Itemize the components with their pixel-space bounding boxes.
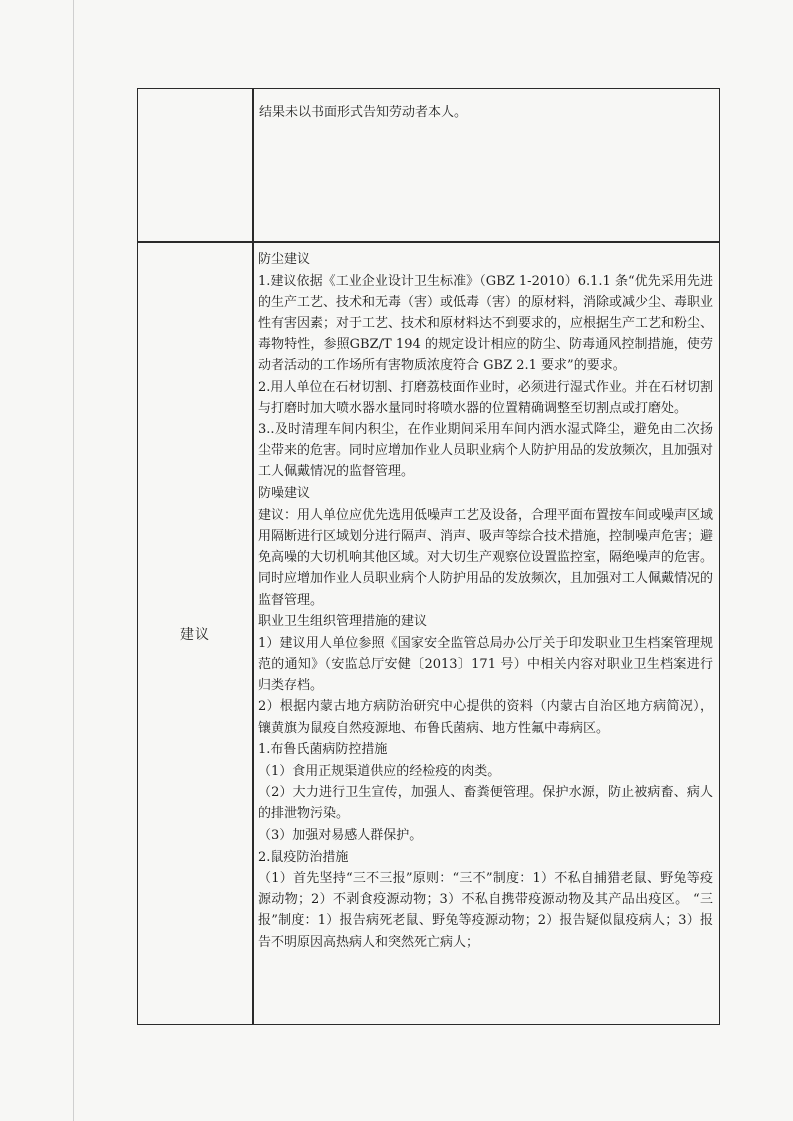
advice-label-cell <box>138 243 252 1024</box>
noise-advice-heading: 防噪建议 <box>258 486 311 502</box>
advice-label: 建议 <box>180 626 210 643</box>
result-notice-cell <box>259 103 709 122</box>
management-advice-item-2: 2）根据内蒙古地方病防治研究中心提供的资料（内蒙古自治区地方病简况），镶黄旗为鼠疫自然疫源地、布鲁氏菌病、地方性氟中毒病区。 <box>258 699 713 736</box>
plague-item-1: （1）首先坚持“三不三报”原则：“三不”制度：1）不私自捕猎老鼠、野兔等疫源动物；2）不剥食疫源动物；3）不私自携带疫源动物及其产品出疫区。 “三报”制度：1）报告病死老鼠、野兔等疫源动物；2）报告疑似鼠疫病人；3）报告不明原因高热病人和突然死亡病人； <box>258 871 713 950</box>
dust-advice-heading: 防尘建议 <box>258 252 311 267</box>
brucellosis-item-3: （3）加强对易感人群保护。 <box>258 828 423 844</box>
result-notice-text: 结果未以书面形式告知劳动者本人。 <box>259 105 468 120</box>
plague-heading: 2.鼠疫防治措施 <box>258 849 349 865</box>
dust-advice-item-2: 2.用人单位在石材切割、打磨荔枝面作业时，必须进行湿式作业。并在石材切割与打磨时加大喷水器水量同时将喷水器的位置精确调整至切割点或打磨处。 <box>258 379 713 416</box>
dust-advice-item-1: 1.建议依据《工业企业设计卫生标准》（GBZ 1-2010）6.1.1 条“优先采用先进的生产工艺、技术和无毒（害）或低毒（害）的原材料，消除或减少尘、毒职业性有害因素；对于工艺、技术和原材料达不到要求的，应根据生产工艺和粉尘、毒物特性，参照GBZ/T 194 的规定设计相应的防尘、防毒通风控制措施，使劳动者活动的工作场所有害物质浓度符合 GBZ 2.1 要求”的要求。 <box>258 273 714 373</box>
noise-advice-protection: 同时应增加作业人员职业病个人防护用品的发放频次，且加强对工人佩戴情况的监督管理。 <box>258 571 714 608</box>
advice-content-cell <box>258 249 713 953</box>
form-table <box>137 88 720 1025</box>
brucellosis-heading: 1.布鲁氏菌病防控措施 <box>258 742 388 758</box>
brucellosis-item-2: （2）大力进行卫生宣传，加强人、畜粪便管理。保护水源，防止被病畜、病人的排泄物污染。 <box>258 785 713 822</box>
noise-advice-text: 建议：用人单位应优先选用低噪声工艺及设备，合理平面布置按车间或噪声区域用隔断进行区域划分进行隔声、消声、吸声等综合技术措施，控制噪声危害；避免高噪的大切机响其他区域。对大切生产观察位设置监控室，隔绝噪声的危害。 <box>258 507 714 565</box>
brucellosis-item-1: （1）食用正规渠道供应的经检疫的肉类。 <box>258 763 501 779</box>
binding-line <box>73 0 74 1121</box>
management-advice-item-1: 1）建议用人单位参照《国家安全监管总局办公厅关于印发职业卫生档案管理规范的通知》（安监总厅安健〔2013〕171 号）中相关内容对职业卫生档案进行归类存档。 <box>258 635 713 693</box>
dust-advice-item-3: 3..及时清理车间内积尘，在作业期间采用车间内洒水湿式降尘，避免由二次扬尘带来的危害。同时应增加作业人员职业病个人防护用品的发放频次，且加强对工人佩戴情况的监督管理。 <box>258 422 714 480</box>
column-divider <box>252 89 254 1024</box>
management-advice-heading: 职业卫生组织管理措施的建议 <box>258 614 428 630</box>
